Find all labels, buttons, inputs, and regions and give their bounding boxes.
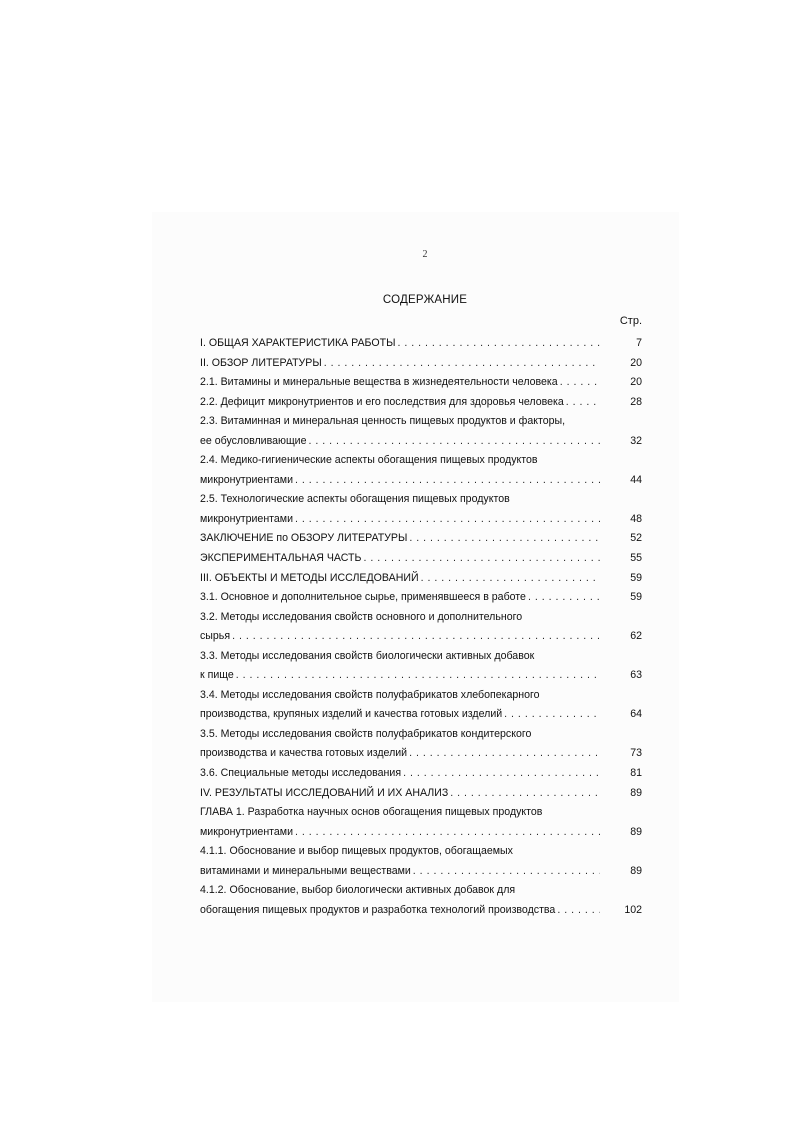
toc-dot-leader <box>564 393 600 413</box>
toc-entry <box>200 471 642 491</box>
toc-entry-page: 102 <box>624 903 642 916</box>
toc-entry-page: 89 <box>630 864 642 877</box>
toc-entry-title: ее обусловливающие <box>200 434 307 447</box>
toc-entry-title: производства и качества готовых изделий <box>200 747 408 760</box>
page-column-label: Стр. <box>619 315 642 327</box>
toc-entry-page: 7 <box>636 337 642 349</box>
toc-entry <box>200 451 642 471</box>
toc-dot-leader <box>407 529 600 549</box>
toc-entry-page: 55 <box>630 552 642 565</box>
toc-entry-page: 28 <box>630 395 642 408</box>
toc-entry <box>200 373 642 393</box>
toc-dot-leader <box>558 373 600 393</box>
toc-entry-page: 89 <box>630 825 642 838</box>
page-number: 2 <box>422 249 428 260</box>
toc-entry <box>200 647 642 667</box>
toc-entry-page: 62 <box>630 630 642 643</box>
toc-entry <box>200 569 642 589</box>
toc-entry <box>200 803 642 823</box>
toc-entry <box>200 432 642 452</box>
toc-dot-leader <box>306 432 600 452</box>
toc-entry <box>200 842 642 862</box>
toc-dot-leader <box>401 764 600 784</box>
table-of-contents <box>200 334 642 920</box>
toc-entry-title: 2.4. Медико-гигиенические аспекты обогащения пищевых продуктов <box>200 454 538 467</box>
toc-entry-title: микронутриентами <box>200 825 293 838</box>
toc-entry-title: микронутриентами <box>200 473 293 486</box>
toc-entry <box>200 529 642 549</box>
toc-entry-title: обогащения пищевых продуктов и разработка технологий производства <box>200 903 556 916</box>
toc-entry-title: витаминами и минеральными веществами <box>200 864 411 877</box>
toc-entry <box>200 393 642 413</box>
toc-dot-leader <box>448 784 600 804</box>
toc-dot-leader <box>502 705 600 725</box>
toc-dot-leader <box>555 901 600 921</box>
toc-entry-title: 2.5. Технологические аспекты обогащения пищевых продуктов <box>200 493 510 506</box>
toc-entry <box>200 862 642 882</box>
toc-dot-leader <box>293 510 600 530</box>
toc-entry-title: сырья <box>200 630 231 643</box>
toc-entry <box>200 744 642 764</box>
toc-entry <box>200 354 642 374</box>
toc-entry-title: 4.1.2. Обоснование, выбор биологически активных добавок для <box>200 884 516 897</box>
toc-entry-title: 2.3. Витаминная и минеральная ценность пищевых продуктов и факторы, <box>200 415 566 428</box>
toc-entry <box>200 510 642 530</box>
toc-entry <box>200 823 642 843</box>
toc-entry-title: I. ОБЩАЯ ХАРАКТЕРИСТИКА РАБОТЫ <box>200 337 396 349</box>
toc-entry <box>200 334 642 354</box>
toc-entry <box>200 588 642 608</box>
toc-entry-page: 64 <box>630 708 642 721</box>
toc-dot-leader <box>411 862 600 882</box>
toc-entry-title: 3.6. Специальные методы исследования <box>200 767 402 780</box>
toc-entry-page: 32 <box>630 434 642 447</box>
toc-entry-title: 3.5. Методы исследования свойств полуфабрикатов кондитерского <box>200 727 532 740</box>
toc-dot-leader <box>293 823 600 843</box>
toc-entry-page: 20 <box>630 376 642 389</box>
toc-entry-title: 2.2. Дефицит микронутриентов и его последствия для здоровья человека <box>200 395 564 408</box>
toc-entry-page: 89 <box>630 786 642 799</box>
page-title: СОДЕРЖАНИЕ <box>382 294 468 306</box>
toc-entry <box>200 881 642 901</box>
toc-dot-leader <box>526 588 600 608</box>
toc-entry-title: ГЛАВА 1. Разработка научных основ обогащения пищевых продуктов <box>200 806 543 819</box>
toc-dot-leader <box>293 471 600 491</box>
toc-entry <box>200 901 642 921</box>
toc-entry-title: II. ОБЗОР ЛИТЕРАТУРЫ <box>200 356 322 369</box>
toc-entry-page: 59 <box>630 591 642 604</box>
toc-entry-page: 20 <box>630 356 642 369</box>
toc-entry-page: 59 <box>630 571 642 584</box>
toc-dot-leader <box>322 354 600 374</box>
toc-entry-page: 48 <box>630 512 642 525</box>
toc-entry <box>200 764 642 784</box>
toc-entry <box>200 686 642 706</box>
toc-entry <box>200 490 642 510</box>
toc-entry <box>200 549 642 569</box>
toc-entry-page: 63 <box>630 669 642 682</box>
toc-entry-page: 44 <box>630 473 642 486</box>
toc-dot-leader <box>230 627 600 647</box>
toc-entry <box>200 666 642 686</box>
toc-entry <box>200 784 642 804</box>
toc-entry-title: 3.1. Основное и дополнительное сырье, применявшееся в работе <box>200 591 526 604</box>
toc-entry-title: III. ОБЪЕКТЫ И МЕТОДЫ ИССЛЕДОВАНИЙ <box>200 571 419 584</box>
toc-entry-page: 81 <box>630 767 642 780</box>
toc-entry <box>200 705 642 725</box>
toc-dot-leader <box>361 549 600 569</box>
toc-entry-title: 2.1. Витамины и минеральные вещества в жизнедеятельности человека <box>200 376 558 389</box>
toc-entry-page: 52 <box>630 532 642 545</box>
toc-entry-title: 3.4. Методы исследования свойств полуфабрикатов хлебопекарного <box>200 688 540 701</box>
toc-entry-title: производства, крупяных изделий и качества готовых изделий <box>200 708 503 721</box>
toc-entry-title: 3.2. Методы исследования свойств основного и дополнительного <box>200 610 523 623</box>
toc-entry-title: ЭКСПЕРИМЕНТАЛЬНАЯ ЧАСТЬ <box>200 552 362 565</box>
toc-entry <box>200 412 642 432</box>
toc-entry-title: к пище <box>200 669 234 682</box>
toc-entry <box>200 725 642 745</box>
toc-entry-page: 73 <box>630 747 642 760</box>
toc-entry-title: IV. РЕЗУЛЬТАТЫ ИССЛЕДОВАНИЙ И ИХ АНАЛИЗ <box>200 786 449 799</box>
toc-entry-title: микронутриентами <box>200 512 293 525</box>
toc-dot-leader <box>419 569 600 589</box>
toc-dot-leader <box>407 744 600 764</box>
toc-dot-leader <box>395 334 600 354</box>
toc-entry <box>200 608 642 628</box>
toc-dot-leader <box>234 666 600 686</box>
toc-entry-title: 4.1.1. Обоснование и выбор пищевых продуктов, обогащаемых <box>200 845 513 858</box>
toc-entry-title: 3.3. Методы исследования свойств биологически активных добавок <box>200 649 535 662</box>
toc-entry <box>200 627 642 647</box>
toc-entry-title: ЗАКЛЮЧЕНИЕ по ОБЗОРУ ЛИТЕРАТУРЫ <box>200 532 408 545</box>
